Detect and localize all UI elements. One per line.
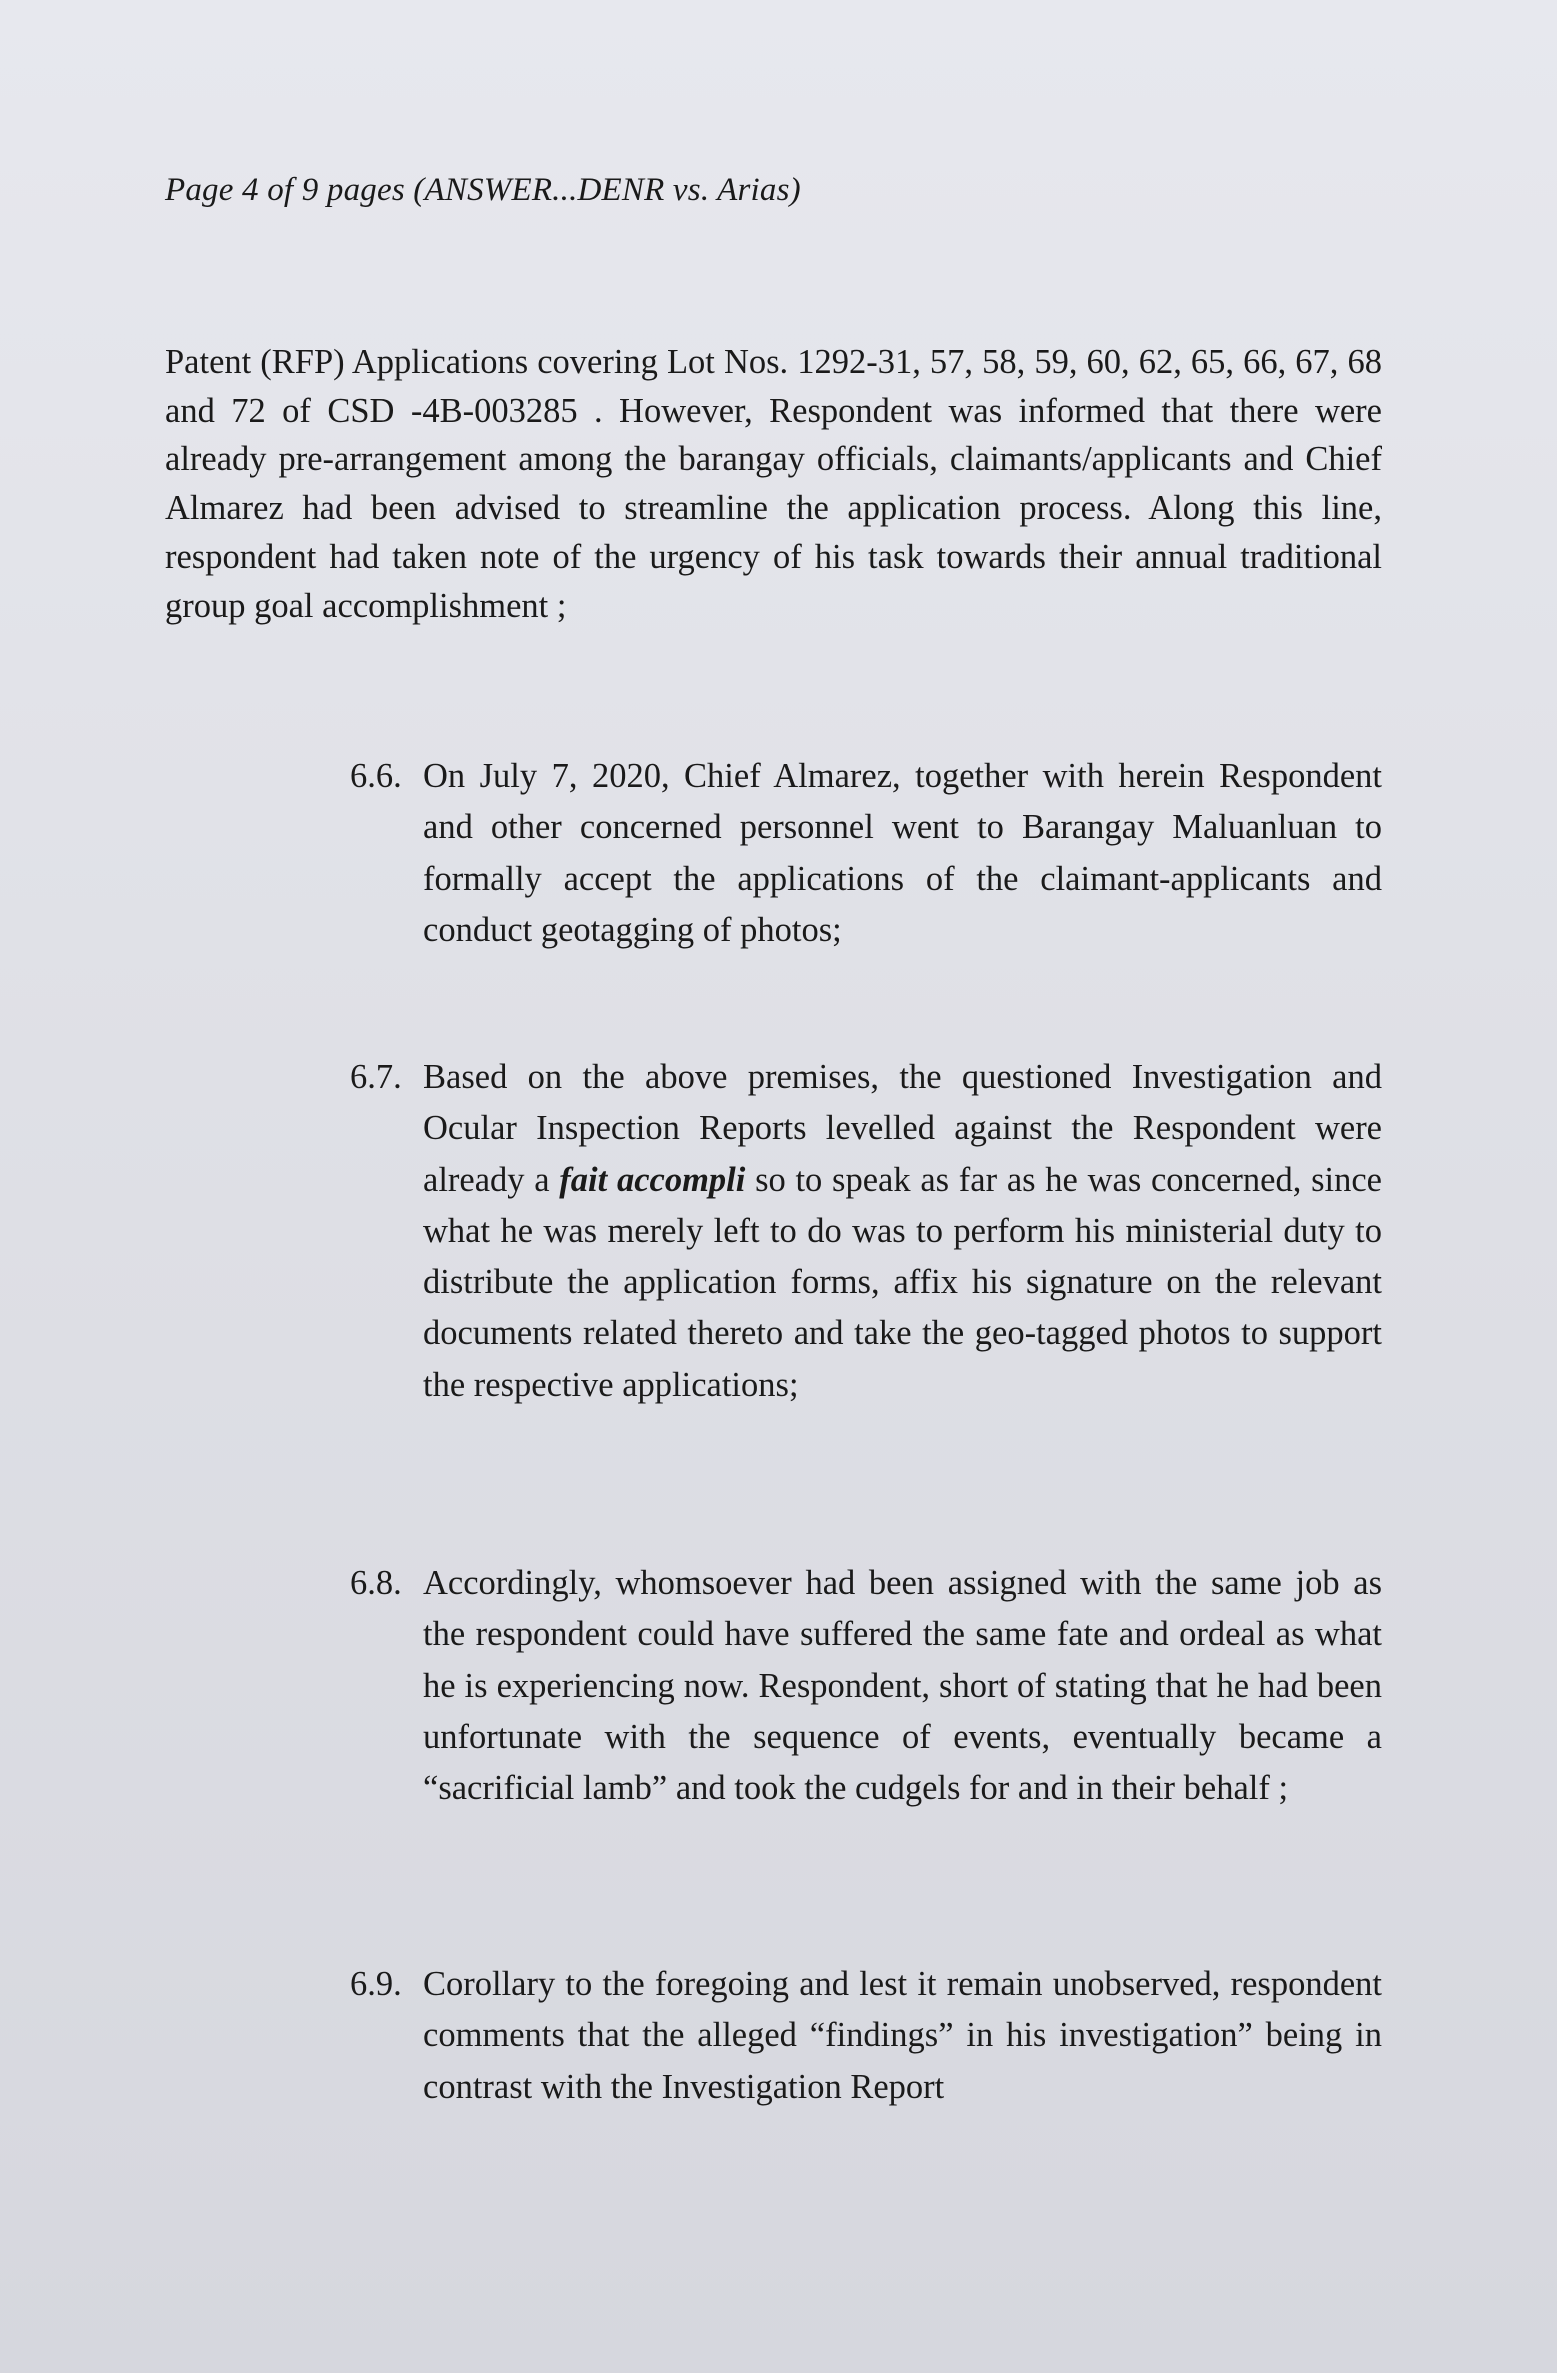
list-item (350, 1052, 1382, 1411)
item-number: 6.9. (350, 1965, 402, 2003)
list-item (350, 1959, 1382, 2113)
page-header: Page 4 of 9 pages (ANSWER...DENR vs. Arias) (165, 172, 801, 208)
item-number: 6.6. (350, 757, 402, 795)
item-text: Corollary to the foregoing and lest it remain unobserved, respondent comments that the alleged “findings” in his investigation” being in contrast with the Investigation Report (423, 1965, 1382, 2106)
item-text (423, 1052, 1382, 1411)
item-number: 6.8. (350, 1564, 402, 1602)
list-item (350, 1558, 1382, 1814)
item-text-before: Based on the above premises, the questioned Investigation and Ocular Inspection Reports levelled against the Respondent were already a (423, 1058, 1382, 1199)
item-text: On July 7, 2020, Chief Almarez, together with herein Respondent and other concerned personnel went to Barangay Maluanluan to formally accept the applications of the claimant-applicants and conduct geotagging of photos; (423, 757, 1382, 949)
lead-paragraph: Patent (RFP) Applications covering Lot Nos. 1292-31, 57, 58, 59, 60, 62, 65, 66, 67, 68 and 72 of CSD -4B-003285 . However, Respondent was informed that there were already pre-arrangement among the barangay officials, claimants/applicants and Chief Almarez had been advised to streamline the application process. Along this line, respondent had taken note of the urgency of his task towards their annual traditional group goal accomplishment ; (165, 343, 1382, 625)
list-item (350, 751, 1382, 956)
item-number: 6.7. (350, 1058, 402, 1096)
item-emphasis: fait accompli (559, 1160, 746, 1199)
item-text-after: so to speak as far as he was concerned, since what he was merely left to do was to perform his ministerial duty to distribute the application forms, affix his signature on the relevant documents related thereto and take the geo-tagged photos to support the respective applications; (423, 1160, 1382, 1404)
item-text: Accordingly, whomsoever had been assigned with the same job as the respondent could have suffered the same fate and ordeal as what he is experiencing now. Respondent, short of stating that he had been unfortunate with the sequence of events, eventually became a “sacrificial lamb” and took the cudgels for and in their behalf ; (423, 1564, 1382, 1808)
